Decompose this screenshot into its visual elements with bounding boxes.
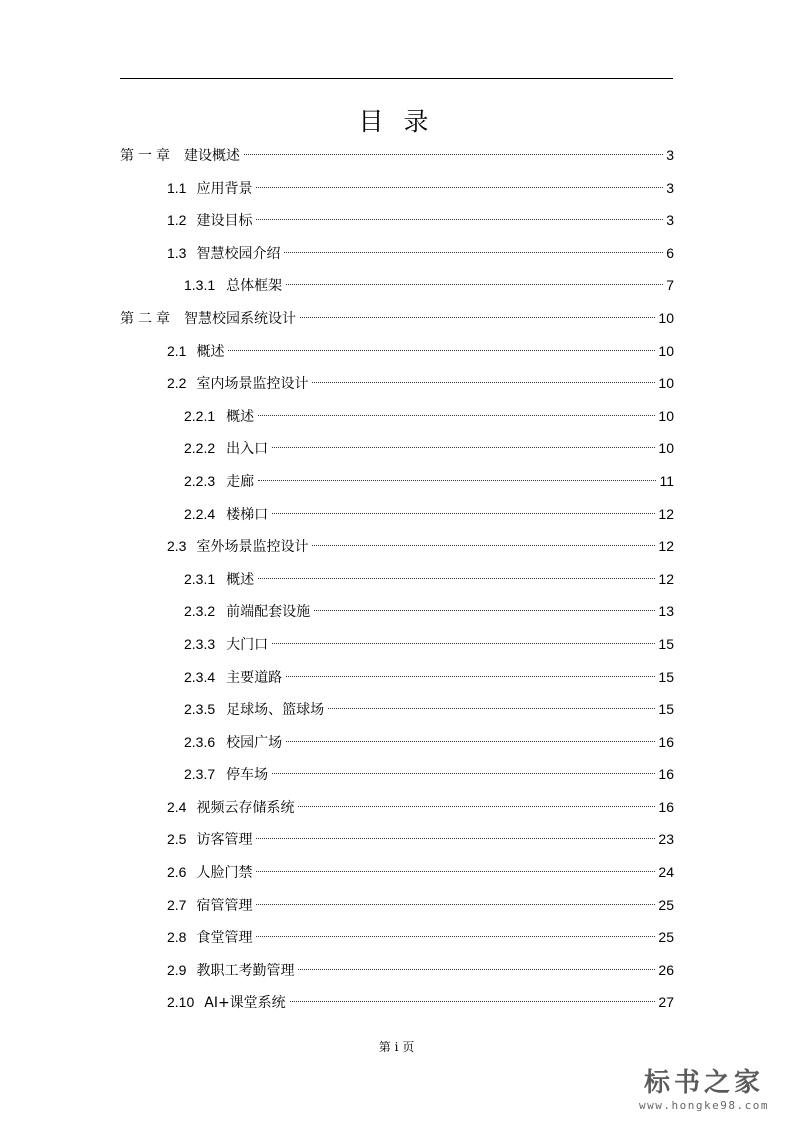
toc-entry[interactable] <box>120 856 674 889</box>
toc-entry[interactable] <box>120 302 674 335</box>
toc-entry-title: 室内场景监控设计 <box>196 376 309 393</box>
toc-entry-number: 2.3.3 <box>184 635 216 652</box>
toc-entry-number: 2.8 <box>167 929 187 946</box>
toc-entry-page: 3 <box>666 212 674 229</box>
watermark-name: 标书之家 <box>643 1068 764 1098</box>
toc-entry-page: 16 <box>658 733 674 750</box>
toc-entry-title: 食堂管理 <box>196 930 253 947</box>
header-rule <box>120 78 673 79</box>
toc-entry-title: 总体框架 <box>226 278 283 295</box>
toc-entry[interactable] <box>120 661 674 694</box>
toc-entry-number: 2.5 <box>167 831 187 848</box>
toc-entry-page: 12 <box>658 570 674 587</box>
toc-entry-title: 教职工考勤管理 <box>196 962 295 979</box>
toc-entry-number: 第一章 <box>120 147 174 163</box>
toc-entry-page: 27 <box>658 994 674 1011</box>
toc-dot-leader <box>286 284 663 285</box>
toc-dot-leader <box>312 382 655 383</box>
toc-dot-leader <box>258 578 655 579</box>
toc-entry[interactable] <box>120 172 674 205</box>
toc-entry[interactable] <box>120 139 674 172</box>
toc-entry-number: 1.2 <box>167 212 187 229</box>
toc-entry-number: 2.2.3 <box>184 472 216 489</box>
toc-dot-leader <box>300 317 655 318</box>
toc-dot-leader <box>298 806 655 807</box>
toc-entry-page: 10 <box>658 407 674 424</box>
watermark-url: www.hongke98.com <box>639 1099 769 1112</box>
toc-entry-title: 概述 <box>226 408 255 425</box>
toc-entry[interactable] <box>120 400 674 433</box>
toc-entry-title: 建设目标 <box>196 213 253 230</box>
toc-entry[interactable] <box>120 432 674 465</box>
toc-entry-title: 概述 <box>226 571 255 588</box>
toc-entry-page: 10 <box>658 309 674 326</box>
toc-entry[interactable] <box>120 726 674 759</box>
toc-entry-number: 1.3.1 <box>184 277 216 294</box>
toc-dot-leader <box>298 969 655 970</box>
toc-entry[interactable] <box>120 823 674 856</box>
toc-dot-leader <box>272 773 655 774</box>
toc-entry[interactable] <box>120 693 674 726</box>
toc-entry-page: 6 <box>666 244 674 261</box>
toc-entry-page: 10 <box>658 440 674 457</box>
toc-dot-leader <box>244 154 663 155</box>
toc-entry-number: 2.3.7 <box>184 766 216 783</box>
toc-entry-title: 出入口 <box>226 441 269 458</box>
toc-entry[interactable] <box>120 269 674 302</box>
toc-entry-number: 第二章 <box>120 309 174 326</box>
toc-entry-page: 10 <box>658 342 674 359</box>
toc-list <box>120 139 674 1019</box>
toc-title: 目 录 <box>358 107 435 136</box>
toc-entry-title: 智慧校园系统设计 <box>184 310 296 327</box>
page-number: 第 i 页 <box>378 1040 415 1054</box>
toc-entry-number: 2.3.1 <box>184 570 216 587</box>
toc-dot-leader <box>256 838 655 839</box>
toc-entry-title: 视频云存储系统 <box>196 799 295 816</box>
toc-entry-title: 大门口 <box>226 636 269 653</box>
toc-entry[interactable] <box>120 367 674 400</box>
toc-dot-leader <box>272 643 655 644</box>
toc-entry-number: 2.1 <box>167 342 187 359</box>
toc-entry-number: 2.2.2 <box>184 440 216 457</box>
toc-entry-number: 2.3.4 <box>184 668 216 685</box>
toc-entry[interactable] <box>120 628 674 661</box>
toc-entry-page: 3 <box>666 147 674 163</box>
toc-entry-number: 2.7 <box>167 896 187 913</box>
toc-entry-number: 2.10 <box>167 994 195 1011</box>
toc-dot-leader <box>284 252 663 253</box>
toc-dot-leader <box>256 904 655 905</box>
toc-entry-title: AI+课堂系统 <box>204 995 286 1012</box>
toc-entry-number: 2.3 <box>167 538 187 555</box>
toc-dot-leader <box>286 741 655 742</box>
toc-dot-leader <box>228 350 655 351</box>
toc-entry-title: 楼梯口 <box>226 506 269 523</box>
toc-dot-leader <box>256 871 655 872</box>
toc-entry-page: 15 <box>658 635 674 652</box>
toc-entry-title: 访客管理 <box>196 832 253 849</box>
toc-entry-page: 16 <box>658 798 674 815</box>
toc-entry-page: 15 <box>658 668 674 685</box>
toc-entry-page: 25 <box>658 896 674 913</box>
toc-entry-page: 24 <box>658 864 674 881</box>
toc-entry-title: 前端配套设施 <box>226 604 311 621</box>
toc-entry-title: 校园广场 <box>226 734 283 751</box>
toc-entry-number: 2.6 <box>167 864 187 881</box>
toc-entry-title: 停车场 <box>226 767 269 784</box>
toc-dot-leader <box>256 187 663 188</box>
toc-entry[interactable] <box>120 986 674 1019</box>
toc-entry-title: 主要道路 <box>226 669 283 686</box>
toc-entry[interactable] <box>120 791 674 824</box>
toc-entry-page: 12 <box>658 505 674 522</box>
toc-entry-title: 概述 <box>196 343 225 360</box>
watermark-logo <box>629 1062 779 1112</box>
toc-entry-page: 23 <box>658 831 674 848</box>
toc-entry-number: 2.3.5 <box>184 701 216 718</box>
toc-dot-leader <box>312 545 655 546</box>
toc-entry-title: 应用背景 <box>196 180 253 197</box>
toc-dot-leader <box>314 610 655 611</box>
toc-entry-title: 足球场、篮球场 <box>226 702 325 719</box>
toc-entry-title: 智慧校园介绍 <box>196 245 281 262</box>
toc-entry-page: 15 <box>658 701 674 718</box>
toc-dot-leader <box>272 513 655 514</box>
toc-entry-number: 2.9 <box>167 961 187 978</box>
toc-entry-title: 建设概述 <box>184 148 240 164</box>
toc-dot-leader <box>256 219 663 220</box>
toc-entry[interactable] <box>120 465 674 498</box>
toc-entry-page: 7 <box>666 277 674 294</box>
toc-entry[interactable] <box>120 921 674 954</box>
toc-entry-page: 16 <box>658 766 674 783</box>
toc-entry[interactable] <box>120 595 674 628</box>
toc-entry[interactable] <box>120 498 674 531</box>
toc-entry-page: 13 <box>658 603 674 620</box>
toc-entry-page: 3 <box>666 179 674 196</box>
toc-entry[interactable] <box>120 889 674 922</box>
toc-entry-title: 人脸门禁 <box>196 865 253 882</box>
toc-entry[interactable] <box>120 237 674 270</box>
toc-entry[interactable] <box>120 530 674 563</box>
toc-entry[interactable] <box>120 563 674 596</box>
toc-entry-page: 12 <box>658 538 674 555</box>
toc-entry-title: 走廊 <box>226 473 255 490</box>
toc-entry-page: 11 <box>659 472 674 489</box>
toc-entry[interactable] <box>120 335 674 368</box>
toc-entry-number: 2.3.6 <box>184 733 216 750</box>
toc-dot-leader <box>256 936 655 937</box>
toc-entry-title: 室外场景监控设计 <box>196 539 309 556</box>
toc-entry-page: 25 <box>658 929 674 946</box>
toc-entry-number: 1.1 <box>167 179 187 196</box>
toc-entry-page: 10 <box>658 375 674 392</box>
toc-entry[interactable] <box>120 758 674 791</box>
toc-dot-leader <box>272 447 655 448</box>
toc-entry-number: 1.3 <box>167 244 187 261</box>
toc-dot-leader <box>328 708 655 709</box>
toc-dot-leader <box>286 676 655 677</box>
toc-dot-leader <box>258 480 656 481</box>
toc-entry-number: 2.4 <box>167 798 187 815</box>
toc-entry[interactable] <box>120 954 674 987</box>
toc-entry-page: 26 <box>658 961 674 978</box>
toc-entry-number: 2.3.2 <box>184 603 216 620</box>
toc-dot-leader <box>258 415 655 416</box>
toc-dot-leader <box>290 1001 656 1002</box>
toc-entry-number: 2.2.4 <box>184 505 216 522</box>
toc-entry-number: 2.2 <box>167 375 187 392</box>
toc-entry-number: 2.2.1 <box>184 407 216 424</box>
toc-entry[interactable] <box>120 204 674 237</box>
toc-entry-title: 宿管管理 <box>196 897 253 914</box>
